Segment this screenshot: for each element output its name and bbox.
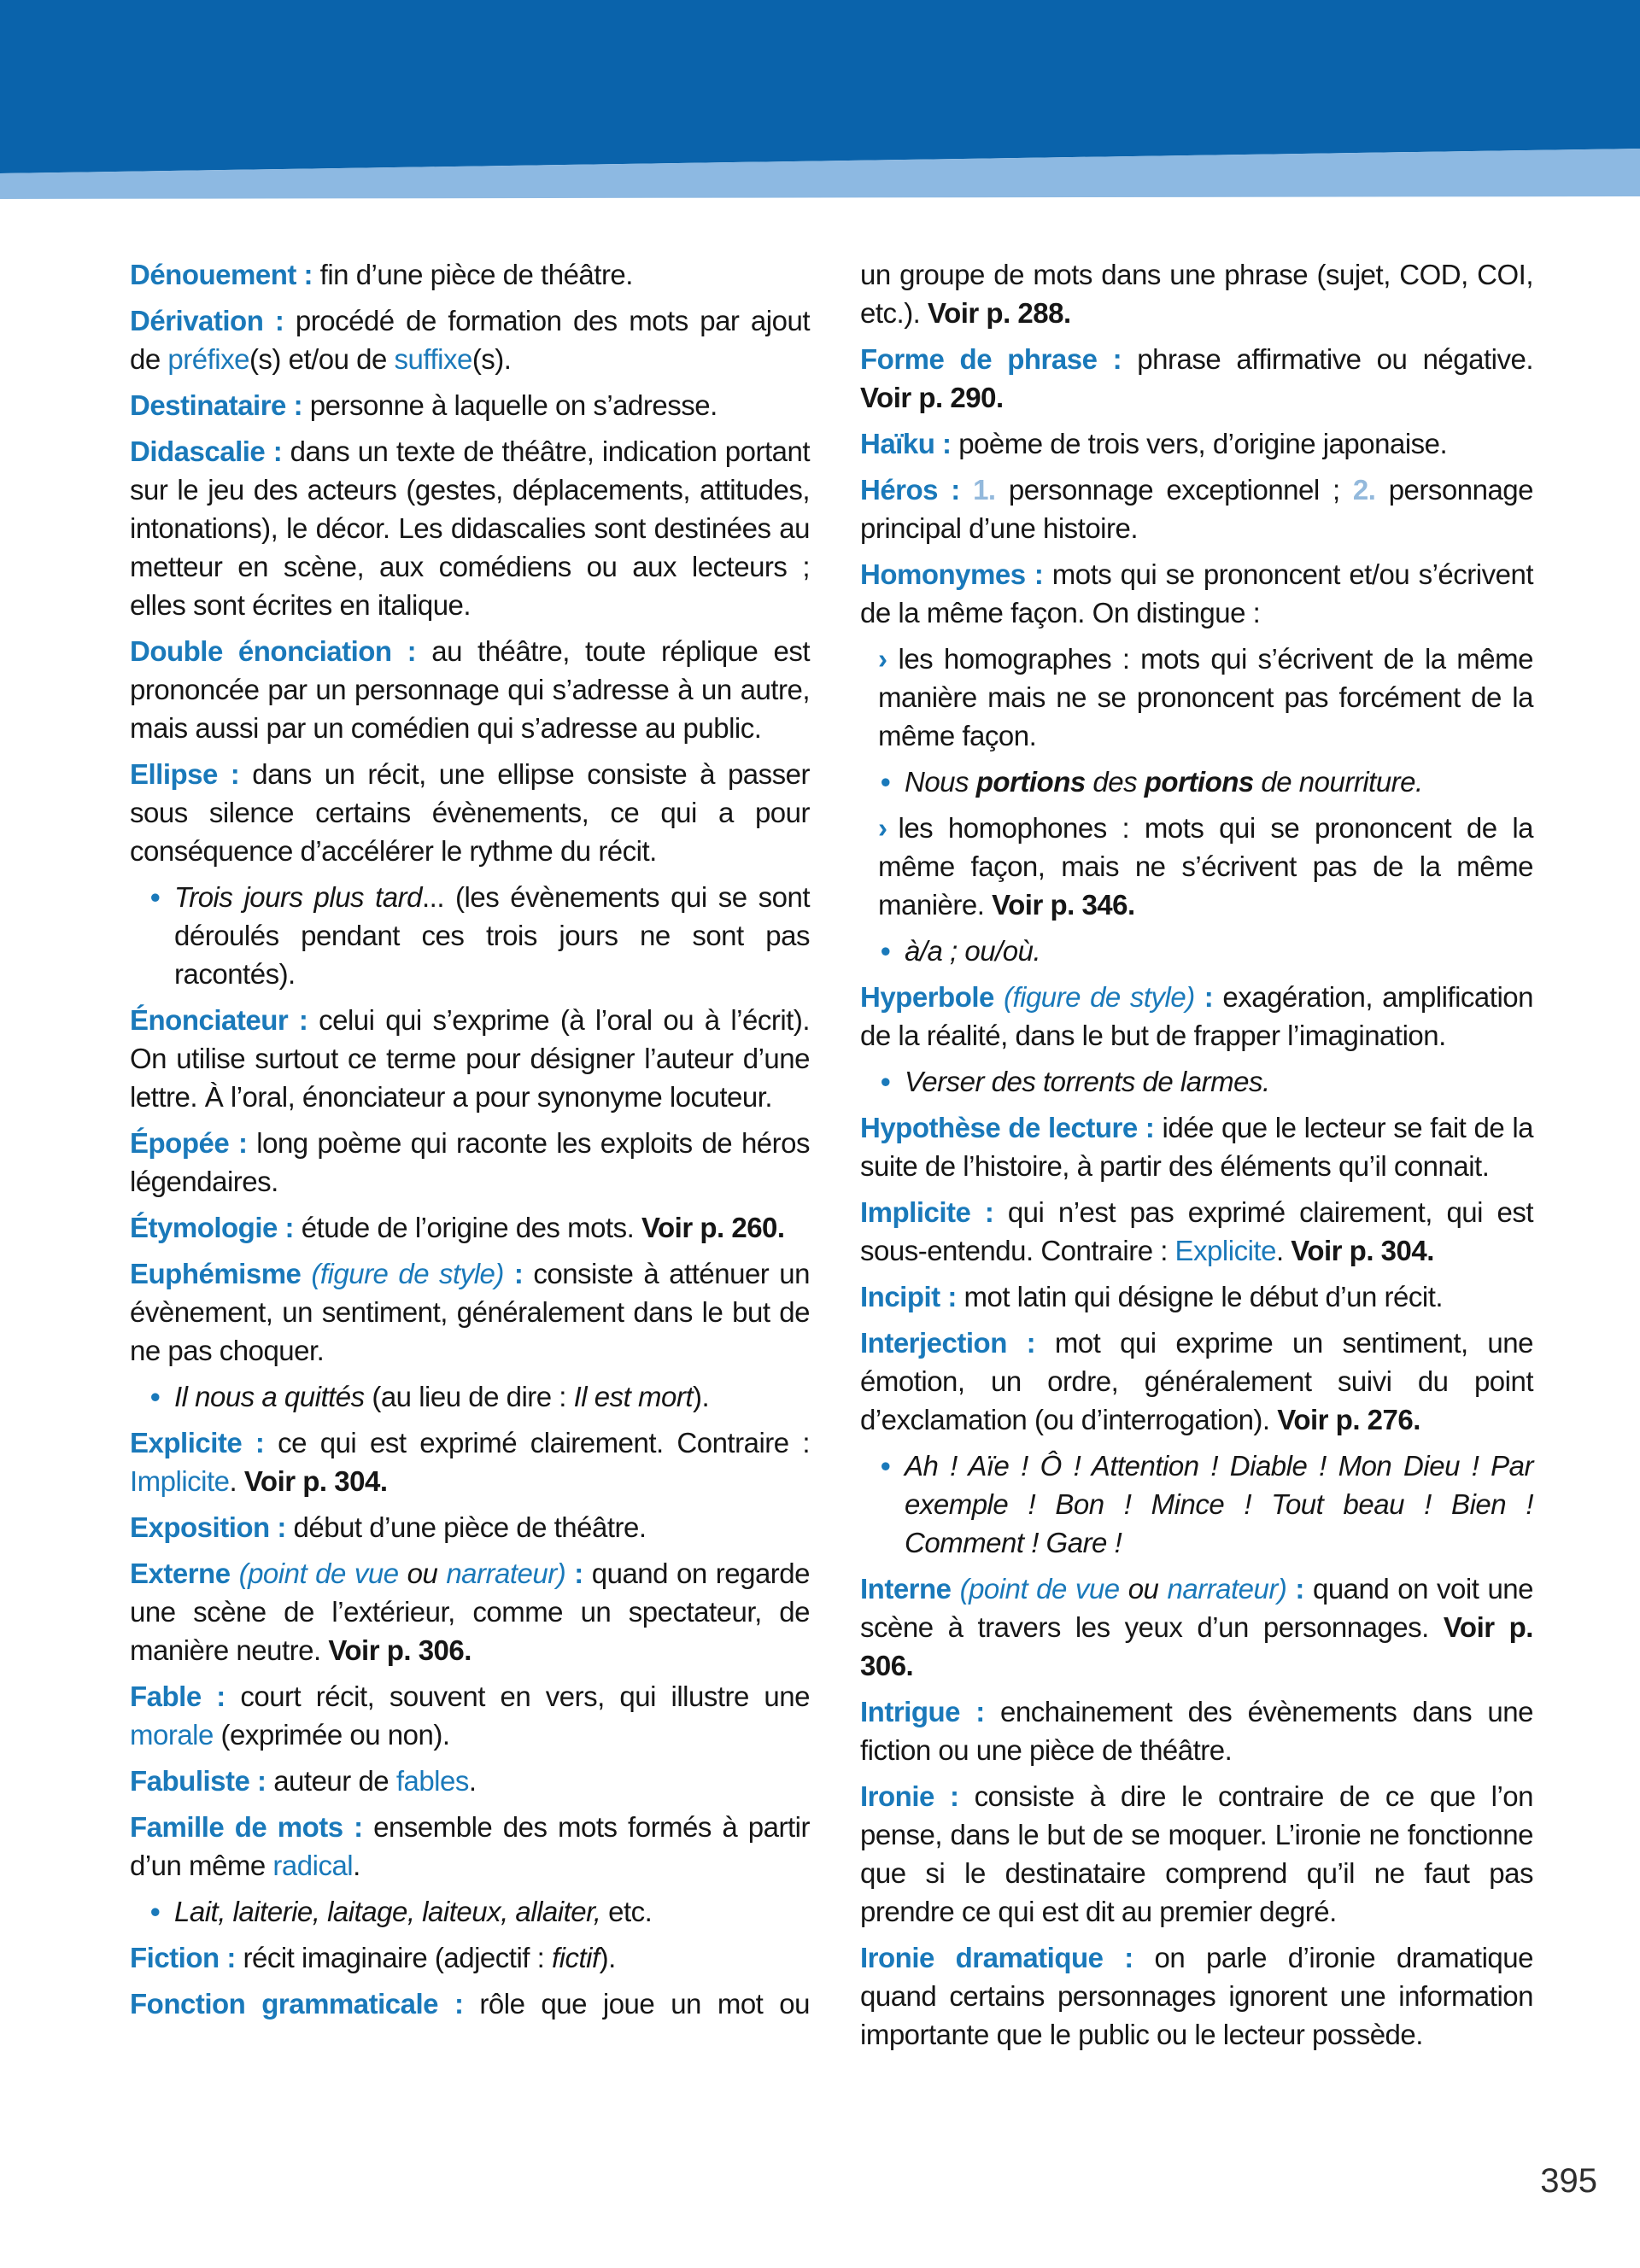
entry-text: fables (395, 1765, 469, 1797)
entry-text: Ah ! Aïe ! Ô ! Attention ! Diable ! Mon Dieu ! Par exemple ! Bon ! Mince ! Tout beau ! Bien ! Comment ! Gare ! (905, 1450, 1533, 1558)
entry-term: Interne (860, 1573, 960, 1605)
bullet-icon: • (150, 881, 161, 913)
entry-text: court récit, souvent en vers, qui illustre une (225, 1681, 810, 1712)
entry-term: Épopée : (130, 1127, 248, 1159)
entry-term: Externe (130, 1558, 239, 1589)
entry-text: de nourriture. (1253, 766, 1423, 798)
entry-text: (figure de style) (1003, 981, 1195, 1013)
entry-term: Euphémisme (130, 1258, 312, 1289)
entry-text: 2. (1352, 474, 1376, 506)
entry-term: Fabuliste : (130, 1765, 266, 1797)
entry-term: Ironie dramatique : (860, 1942, 1133, 1973)
glossary-entry (860, 1108, 1533, 1185)
column-left (130, 255, 810, 2031)
entry-text: consiste à dire le contraire de ce que l’on pense, dans le but de se moquer. L’ironie ne fonctionne que si le destinataire comprend qu’il ne faut pas prendre ce qui est dit au premier degré. (860, 1780, 1533, 1927)
bullet-item (130, 1892, 810, 1931)
entry-text: phrase affirmative ou négative. (1122, 343, 1534, 375)
entry-text: mot qui exprime un sentiment, une émotion, un ordre, généralement suivi du point d’exclamation (ou d’interrogation). (860, 1327, 1533, 1435)
entry-term: Hyperbole (860, 981, 1004, 1013)
entry-text: ce qui est exprimé clairement. Contraire : (264, 1427, 810, 1458)
entry-text: un groupe de mots dans une phrase (sujet, COD, COI, etc.). (860, 259, 1533, 329)
entry-text: Voir p. 304. (243, 1465, 388, 1497)
glossary-entry (130, 1984, 810, 2023)
glossary-entry (130, 386, 810, 424)
entry-text: Voir p. 276. (1277, 1404, 1420, 1435)
glossary-entry (860, 471, 1533, 547)
glossary-entry (130, 1001, 810, 1116)
entry-text: enchainement des évènements dans une fiction ou une pièce de théâtre. (860, 1696, 1533, 1766)
glossary-entry (130, 1762, 810, 1800)
entry-text: les homographes : mots qui s’écrivent de la même manière mais ne se prononcent pas forcément de la même façon. (878, 643, 1533, 751)
chevron-item (860, 640, 1533, 755)
header-banner (0, 0, 1640, 205)
glossary-entry (130, 755, 810, 870)
entry-term: Fonction grammaticale : (130, 1988, 464, 2020)
glossary-entry (130, 1124, 810, 1201)
glossary-entry (130, 432, 810, 624)
entry-term: Dérivation : (130, 305, 284, 336)
entry-text: auteur de (266, 1765, 396, 1797)
bullet-item (860, 1447, 1533, 1562)
glossary-entry (860, 555, 1533, 632)
entry-term: Didascalie : (130, 435, 283, 467)
entry-text: Nous (905, 766, 976, 798)
glossary-entry (860, 340, 1533, 417)
entry-text: suffixe (394, 343, 472, 375)
entry-text: Voir p. 306. (860, 1611, 1533, 1681)
glossary-entry (130, 1808, 810, 1885)
entry-text: celui qui s’exprime (à l’oral ou à l’écrit). On utilise surtout ce terme pour désigner l’auteur d’une lettre. À l’oral, énonciateur a pour synonyme locuteur. (130, 1004, 810, 1113)
entry-text: personnage exceptionnel ; (995, 474, 1353, 506)
glossary-entry (130, 301, 810, 378)
entry-term: Exposition : (130, 1511, 286, 1543)
entry-term: Homonymes : (860, 558, 1044, 590)
entry-text: etc. (600, 1896, 653, 1927)
glossary-entry (130, 255, 810, 294)
entry-text: poème de trois vers, d’origine japonaise. (951, 428, 1448, 459)
entry-text: ou (1128, 1573, 1159, 1605)
entry-text: Voir p. 288. (928, 297, 1071, 329)
glossary-entry (860, 1193, 1533, 1270)
entry-text: mot latin qui désigne le début d’un récit. (956, 1281, 1444, 1312)
entry-text: exagération, amplification de la réalité, dans le but de frapper l’imagination. (860, 981, 1533, 1051)
glossary-entry (130, 1938, 810, 1977)
entry-term: Forme de phrase : (860, 343, 1122, 375)
entry-term: Interjection : (860, 1327, 1036, 1359)
entry-text: ensemble des mots formés à partir d’un même (130, 1811, 810, 1881)
entry-text: consiste à atténuer un évènement, un sentiment, généralement dans le but de ne pas choquer. (130, 1258, 810, 1366)
entry-text: . (229, 1465, 244, 1497)
entry-text: long poème qui raconte les exploits de héros légendaires. (130, 1127, 810, 1197)
entry-term: Ellipse : (130, 758, 240, 790)
entry-term: : (1286, 1573, 1304, 1605)
entry-text: ). (599, 1942, 616, 1973)
entry-term: Hypothèse de lecture : (860, 1112, 1155, 1143)
entry-text: narrateur) (1158, 1573, 1287, 1605)
entry-term: Ironie : (860, 1780, 959, 1812)
bullet-item (860, 932, 1533, 970)
entry-term: Fable : (130, 1681, 226, 1712)
entry-text: des (1085, 766, 1145, 798)
entry-text: au théâtre, toute réplique est prononcée par un personnage qui s’adresse à un autre, mais aussi par un comédien qui s’adresse au public. (130, 635, 810, 744)
entry-text: récit imaginaire (adjectif : (235, 1942, 552, 1973)
entry-text: les homophones : mots qui se prononcent de la même façon, mais ne s’écrivent pas de la même manière. (878, 812, 1533, 921)
entry-text: quand on voit une scène à travers les yeux d’un personnages. (860, 1573, 1534, 1643)
entry-text: personne à laquelle on s’adresse. (302, 389, 718, 421)
entry-text: idée que le lecteur se fait de la suite de l’histoire, à partir des éléments qu’il connait. (860, 1112, 1533, 1182)
entry-text: Explicite (1174, 1235, 1276, 1266)
glossary-entry (860, 1324, 1533, 1439)
glossary-entry (860, 1692, 1533, 1769)
bullet-icon: • (881, 1450, 891, 1482)
glossary-entry (860, 1938, 1533, 2054)
page-number: 395 (1540, 2162, 1597, 2200)
entry-term: Fiction : (130, 1942, 236, 1973)
glossary-entry (860, 255, 1533, 332)
bullet-item (860, 763, 1533, 801)
entry-text: qui n’est pas exprimé clairement, qui est sous-entendu. Contraire : (860, 1196, 1533, 1266)
entry-text: portions (1144, 766, 1254, 798)
entry-text: on parle d’ironie dramatique quand certains personnages ignorent une information importante que le public ou le lecteur possède. (860, 1942, 1533, 2050)
entry-text: mots qui se prononcent et/ou s’écrivent de la même façon. On distingue : (860, 558, 1533, 628)
glossary-entry (860, 424, 1533, 463)
chevron-icon: › (878, 812, 887, 844)
entry-text: dans un récit, une ellipse consiste à passer sous silence certains évènements, ce qui a pour conséquence d’accélérer le rythme du récit. (130, 758, 810, 867)
bullet-item (860, 1062, 1533, 1101)
entry-term: Intrigue : (860, 1696, 985, 1727)
entry-text: quand on regarde une scène de l’extérieur, comme un spectateur, de manière neutre. (130, 1558, 810, 1666)
entry-text: portions (975, 766, 1086, 798)
entry-text: (s). (472, 343, 512, 375)
glossary-entry (130, 1677, 810, 1754)
entry-text: fin d’une pièce de théâtre. (313, 259, 633, 290)
entry-text: Voir p. 290. (860, 382, 1004, 413)
bullet-icon: • (881, 766, 891, 798)
bullet-icon: • (881, 935, 891, 967)
entry-text: . (468, 1765, 477, 1797)
glossary-entry (130, 632, 810, 747)
entry-text: . (1275, 1235, 1292, 1266)
entry-text: Lait, laiterie, laitage, laiteux, allaiter, (174, 1896, 601, 1927)
entry-text: rôle que joue un mot ou (463, 1988, 810, 2020)
entry-term: Explicite : (130, 1427, 265, 1458)
entry-text: Voir p. 346. (992, 889, 1135, 921)
entry-text: ... (les évènements qui se sont déroulés pendant ces trois jours ne sont pas racontés). (174, 881, 810, 990)
entry-text (960, 474, 973, 506)
glossary-entry (130, 1254, 810, 1370)
entry-text: narrateur) (437, 1558, 566, 1589)
entry-text: procédé de formation des mots par ajout de (130, 305, 810, 375)
entry-text: Voir p. 306. (328, 1634, 472, 1666)
entry-text: personnage principal d’une histoire. (860, 474, 1534, 544)
bullet-icon: • (881, 1066, 891, 1097)
entry-term: Double énonciation : (130, 635, 417, 667)
entry-text: Voir p. 260. (641, 1212, 785, 1243)
bullet-item (130, 878, 810, 993)
entry-term: Énonciateur : (130, 1004, 308, 1036)
entry-text: (au lieu de dire : (364, 1381, 574, 1412)
glossary-entry (860, 978, 1533, 1055)
entry-text: (point de vue (238, 1558, 407, 1589)
entry-term: : (565, 1558, 583, 1589)
glossary-entry (130, 1554, 810, 1669)
entry-text: à/a ; ou/où. (905, 935, 1041, 967)
entry-text: morale (130, 1719, 214, 1751)
entry-term: Implicite : (860, 1196, 994, 1228)
chevron-item (860, 809, 1533, 924)
glossary-entry (860, 1569, 1533, 1685)
entry-text: radical (272, 1850, 354, 1881)
column-right (860, 255, 1533, 2061)
entry-text: Il nous a quittés (174, 1381, 365, 1412)
entry-text: . (353, 1850, 360, 1881)
entry-term: Incipit : (860, 1281, 957, 1312)
glossary-entry (130, 1508, 810, 1546)
entry-term: Famille de mots : (130, 1811, 363, 1843)
entry-term: Héros : (860, 474, 960, 506)
entry-text: (exprimée ou non). (213, 1719, 450, 1751)
bullet-icon: • (150, 1381, 161, 1412)
entry-term: Étymologie : (130, 1212, 295, 1243)
bullet-item (130, 1377, 810, 1416)
glossary-entry (130, 1423, 810, 1500)
entry-text: ou (407, 1558, 438, 1589)
entry-term: Dénouement : (130, 259, 313, 290)
entry-term: Haïku : (860, 428, 952, 459)
entry-text: ). (693, 1381, 710, 1412)
glossary-entry (130, 1208, 810, 1247)
entry-text: préfixe (167, 343, 249, 375)
bullet-icon: • (150, 1896, 161, 1927)
entry-text: Trois jours plus tard (174, 881, 422, 913)
glossary-entry (860, 1777, 1533, 1931)
entry-text: Voir p. 304. (1291, 1235, 1434, 1266)
entry-term: : (1194, 981, 1214, 1013)
entry-text: dans un texte de théâtre, indication portant sur le jeu des acteurs (gestes, déplacements, attitudes, intonations), le décor. Les didascalies sont destinées au metteur en scène, aux comédiens ou aux lecteurs ; elles sont écrites en italique. (130, 435, 810, 621)
entry-text: fictif (551, 1942, 600, 1973)
chevron-icon: › (878, 643, 887, 675)
entry-text: Verser des torrents de larmes. (905, 1066, 1270, 1097)
entry-text: (point de vue (959, 1573, 1128, 1605)
entry-text: Il est mort (573, 1381, 693, 1412)
entry-text: 1. (973, 474, 996, 506)
entry-term: Destinataire : (130, 389, 303, 421)
entry-text: (figure de style) (311, 1258, 504, 1289)
entry-text: début d’une pièce de théâtre. (285, 1511, 647, 1543)
entry-text: étude de l’origine des mots. (294, 1212, 641, 1243)
glossary-entry (860, 1277, 1533, 1316)
entry-text: (s) et/ou de (249, 343, 395, 375)
entry-term: : (503, 1258, 524, 1289)
entry-text: Implicite (130, 1465, 230, 1497)
